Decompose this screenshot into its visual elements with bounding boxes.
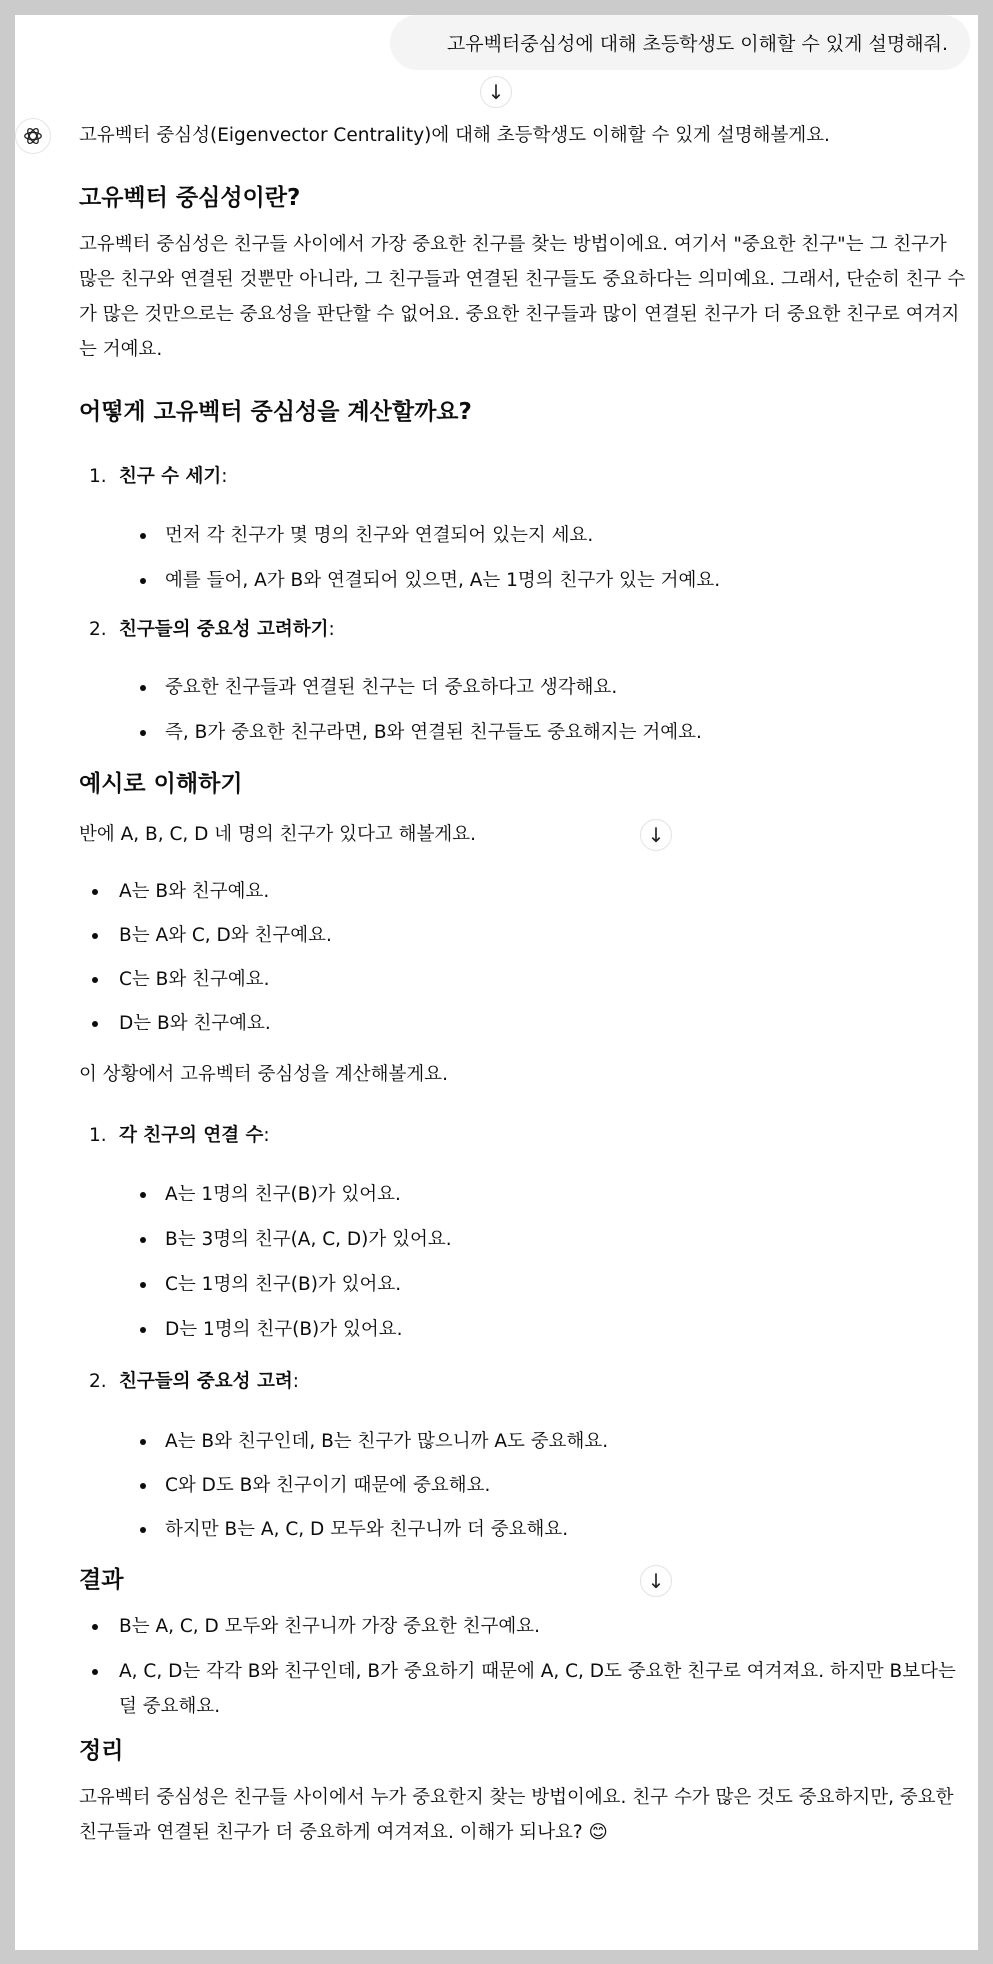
heading-what-is: 고유벡터 중심성이란? xyxy=(79,185,301,211)
user-message-bubble xyxy=(390,15,970,70)
list-item: A는 B와 친구인데, B는 친구가 많으니까 A도 중요해요. xyxy=(127,1424,967,1459)
smile-emoji-icon: 😊 xyxy=(588,1822,608,1843)
assistant-avatar xyxy=(15,118,51,154)
list-item: B는 A, C, D 모두와 친구니까 가장 중요한 친구예요. xyxy=(79,1609,967,1644)
summary-text: 고유벡터 중심성은 친구들 사이에서 누가 중요한지 찾는 방법이에요. 친구 수가 많은 것도 중요하지만, 중요한 친구들과 연결된 친구가 더 중요하게 여겨져요. 이해가 되나요? xyxy=(79,1787,954,1843)
summary-paragraph xyxy=(79,1780,967,1850)
step-number: 2. xyxy=(89,619,107,640)
list-item: C는 B와 친구예요. xyxy=(79,962,967,997)
arrow-down-icon: ↓ xyxy=(487,80,505,104)
step-item: 2. 친구들의 중요성 고려하기: xyxy=(79,612,967,647)
step-item: 2. 친구들의 중요성 고려: xyxy=(79,1364,967,1399)
scroll-down-button[interactable] xyxy=(480,76,512,108)
list-item: 중요한 친구들과 연결된 친구는 더 중요하다고 생각해요. xyxy=(127,670,967,705)
list-item: C와 D도 B와 친구이기 때문에 중요해요. xyxy=(127,1468,967,1503)
heading-how-to-calc: 어떻게 고유벡터 중심성을 계산할까요? xyxy=(79,399,472,425)
heading-summary: 정리 xyxy=(79,1738,124,1764)
step-label: 각 친구의 연결 수 xyxy=(119,1125,264,1146)
step-item: 1. 각 친구의 연결 수: xyxy=(79,1118,967,1153)
arrow-down-icon: ↓ xyxy=(647,1569,665,1593)
list-item: D는 B와 친구예요. xyxy=(79,1006,967,1041)
step-number: 1. xyxy=(89,466,107,487)
heading-result: 결과 xyxy=(79,1567,124,1593)
example-lead-2: 이 상황에서 고유벡터 중심성을 계산해볼게요. xyxy=(79,1064,448,1085)
step-item: 1. 친구 수 세기: xyxy=(79,459,967,494)
definition-paragraph: 고유벡터 중심성은 친구들 사이에서 가장 중요한 친구를 찾는 방법이에요. 여기서 "중요한 친구"는 그 친구가 많은 친구와 연결된 것뿐만 아니라, 그 친구들과 연결된 친구들도 중요하다는 의미예요. 그래서, 단순히 친구 수가 많은 것만으로는 중요성을 판단할 수 없어요. 중요한 친구들과 많이 연결된 친구가 더 중요한 친구로 여겨지는 거예요. xyxy=(79,234,966,360)
step-label: 친구들의 중요성 고려 xyxy=(119,1371,293,1392)
list-item: C는 1명의 친구(B)가 있어요. xyxy=(127,1267,967,1302)
list-item: A는 1명의 친구(B)가 있어요. xyxy=(127,1177,967,1212)
scroll-down-button[interactable] xyxy=(640,1565,672,1597)
intro-text: 고유벡터 중심성(Eigenvector Centrality)에 대해 초등학생도 이해할 수 있게 설명해볼게요. xyxy=(79,125,830,146)
example-lead: 반에 A, B, C, D 네 명의 친구가 있다고 해볼게요. xyxy=(79,824,477,845)
scroll-down-button[interactable] xyxy=(640,819,672,851)
list-item: A는 B와 친구예요. xyxy=(79,874,967,909)
list-item: B는 A와 C, D와 친구예요. xyxy=(79,918,967,953)
list-item: B는 3명의 친구(A, C, D)가 있어요. xyxy=(127,1222,967,1257)
list-item: 하지만 B는 A, C, D 모두와 친구니까 더 중요해요. xyxy=(127,1512,967,1547)
assistant-message xyxy=(79,118,967,1850)
user-message-text: 고유벡터중심성에 대해 초등학생도 이해할 수 있게 설명해줘. xyxy=(446,33,948,55)
step-number: 1. xyxy=(89,1125,107,1146)
heading-example: 예시로 이해하기 xyxy=(79,771,243,797)
list-item: 즉, B가 중요한 친구라면, B와 연결된 친구들도 중요해지는 거예요. xyxy=(127,715,967,750)
list-item: D는 1명의 친구(B)가 있어요. xyxy=(127,1312,967,1347)
arrow-down-icon: ↓ xyxy=(647,823,665,847)
list-item: 먼저 각 친구가 몇 명의 친구와 연결되어 있는지 세요. xyxy=(127,518,967,553)
step-label: 친구 수 세기 xyxy=(119,466,222,487)
step-number: 2. xyxy=(89,1371,107,1392)
list-item: A, C, D는 각각 B와 친구인데, B가 중요하기 때문에 A, C, D도 중요한 친구로 여겨져요. 하지만 B보다는 덜 중요해요. xyxy=(79,1654,967,1724)
list-item: 예를 들어, A가 B와 연결되어 있으면, A는 1명의 친구가 있는 거예요. xyxy=(127,563,967,598)
step-label: 친구들의 중요성 고려하기 xyxy=(119,619,329,640)
openai-logo-icon xyxy=(22,125,44,147)
